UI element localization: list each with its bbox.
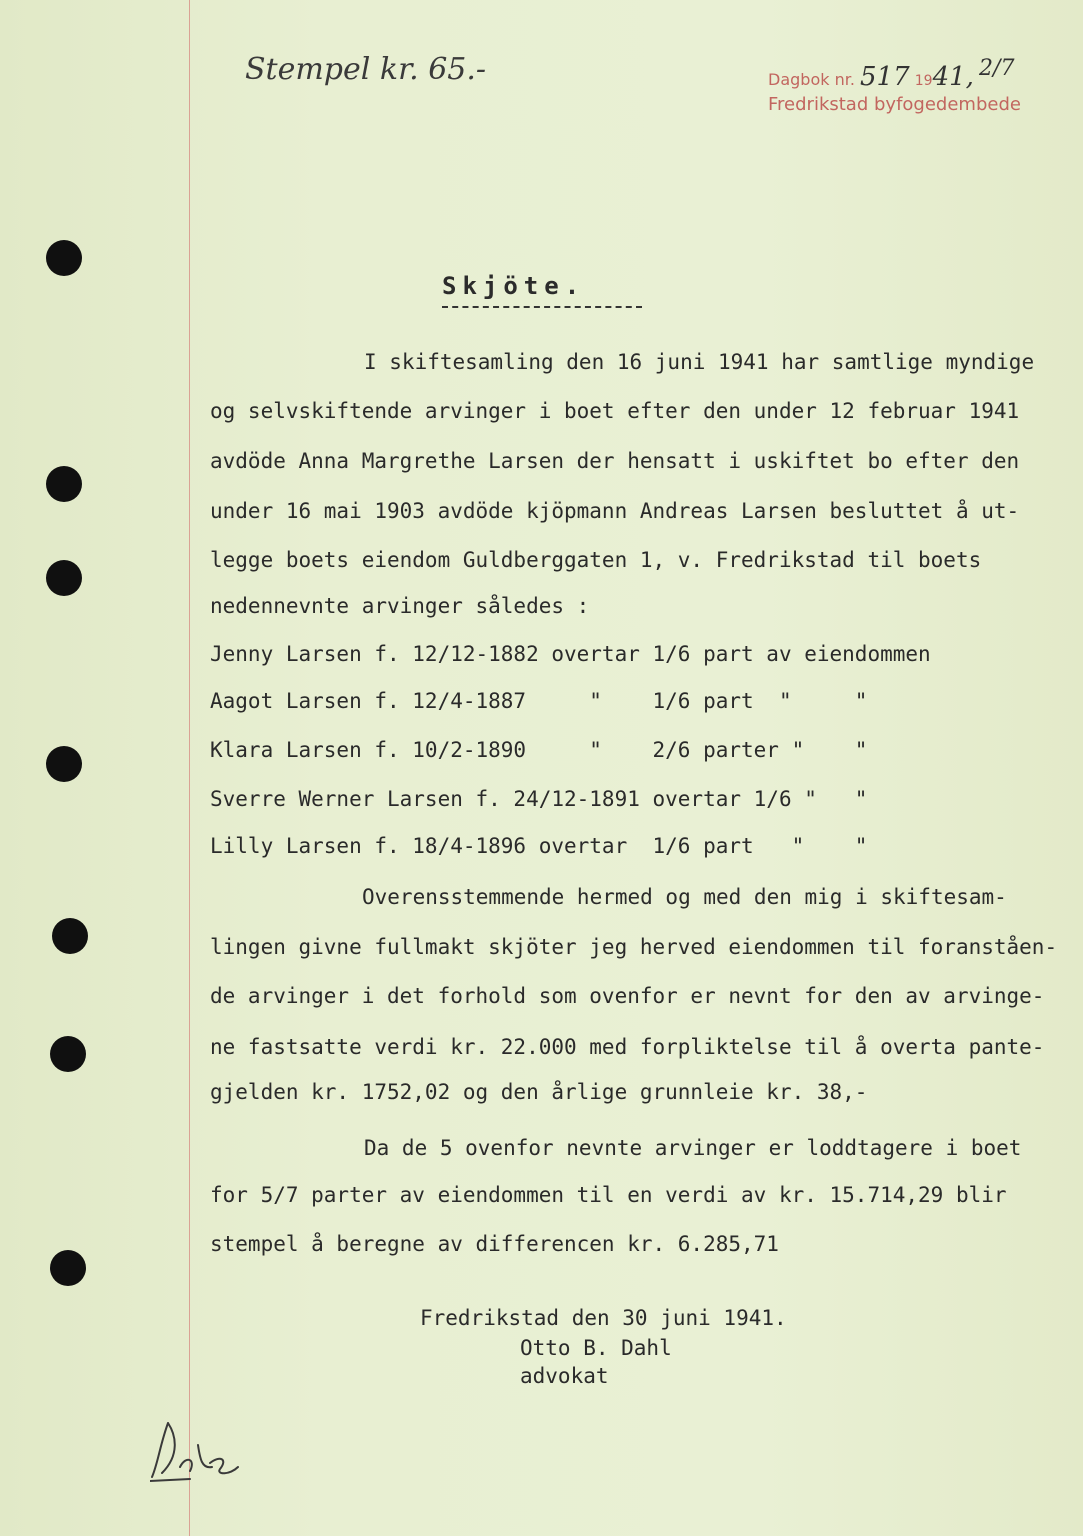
punch-hole-4: [46, 746, 82, 782]
closing-place-date: Fredrikstad den 30 juni 1941.: [420, 1306, 787, 1330]
body-line: gjelden kr. 1752,02 og den årlige grunnleie kr. 38,-: [210, 1080, 868, 1104]
punch-hole-5: [52, 918, 88, 954]
document-title: Skjöte.: [442, 272, 586, 300]
body-line: lingen givne fullmakt skjöter jeg herved eiendommen til foranståen-: [210, 935, 1058, 959]
body-line: de arvinger i det forhold som ovenfor er nevnt for den av arvinge-: [210, 984, 1045, 1008]
closing-role: advokat: [520, 1364, 609, 1388]
heir-line: Klara Larsen f. 10/2-1890 " 2/6 parter " ": [210, 738, 868, 762]
registry-stamp: [768, 56, 1068, 115]
punch-hole-3: [46, 560, 82, 596]
punch-hole-7: [50, 1250, 86, 1286]
punch-hole-2: [46, 466, 82, 502]
stamp-office: Fredrikstad byfogedembede: [768, 94, 1021, 115]
body-line: Overensstemmende hermed og med den mig i skiftesam-: [362, 885, 1007, 909]
heir-line: Sverre Werner Larsen f. 24/12-1891 overtar 1/6 " ": [210, 787, 868, 811]
body-line: avdöde Anna Margrethe Larsen der hensatt i uskiftet bo efter den: [210, 449, 1020, 473]
body-line: stempel å beregne av differencen kr. 6.285,71: [210, 1232, 779, 1256]
signature-mark: [150, 1415, 240, 1485]
punch-hole-6: [50, 1036, 86, 1072]
dagbok-number: 517: [860, 62, 910, 92]
body-line: legge boets eiendom Guldberggaten 1, v. Fredrikstad til boets: [210, 548, 982, 572]
dagbok-label: Dagbok nr.: [768, 70, 855, 89]
body-line: ne fastsatte verdi kr. 22.000 med forpliktelse til å overta pante-: [210, 1035, 1045, 1059]
heir-line: Aagot Larsen f. 12/4-1887 " 1/6 part " ": [210, 689, 868, 713]
handwritten-annotation: Stempel kr. 65.-: [245, 52, 487, 87]
year-prefix: 19: [914, 73, 933, 89]
punch-hole-1: [46, 240, 82, 276]
stamp-date: 2/7: [979, 56, 1015, 81]
title-underline: [442, 306, 642, 308]
closing-name: Otto B. Dahl: [520, 1336, 672, 1360]
body-line: Da de 5 ovenfor nevnte arvinger er loddtagere i boet: [364, 1136, 1022, 1160]
body-line: og selvskiftende arvinger i boet efter den under 12 februar 1941: [210, 399, 1020, 423]
body-line: for 5/7 parter av eiendommen til en verdi av kr. 15.714,29 blir: [210, 1183, 1007, 1207]
body-line: I skiftesamling den 16 juni 1941 har samtlige myndige: [364, 350, 1035, 374]
margin-line: [189, 0, 190, 1536]
body-line: under 16 mai 1903 avdöde kjöpmann Andreas Larsen besluttet å ut-: [210, 499, 1020, 523]
heir-line: Jenny Larsen f. 12/12-1882 overtar 1/6 part av eiendommen: [210, 642, 931, 666]
body-line: nedennevnte arvinger således :: [210, 594, 590, 618]
stamp-year: 41,: [932, 62, 974, 92]
heir-line: Lilly Larsen f. 18/4-1896 overtar 1/6 part " ": [210, 834, 868, 858]
